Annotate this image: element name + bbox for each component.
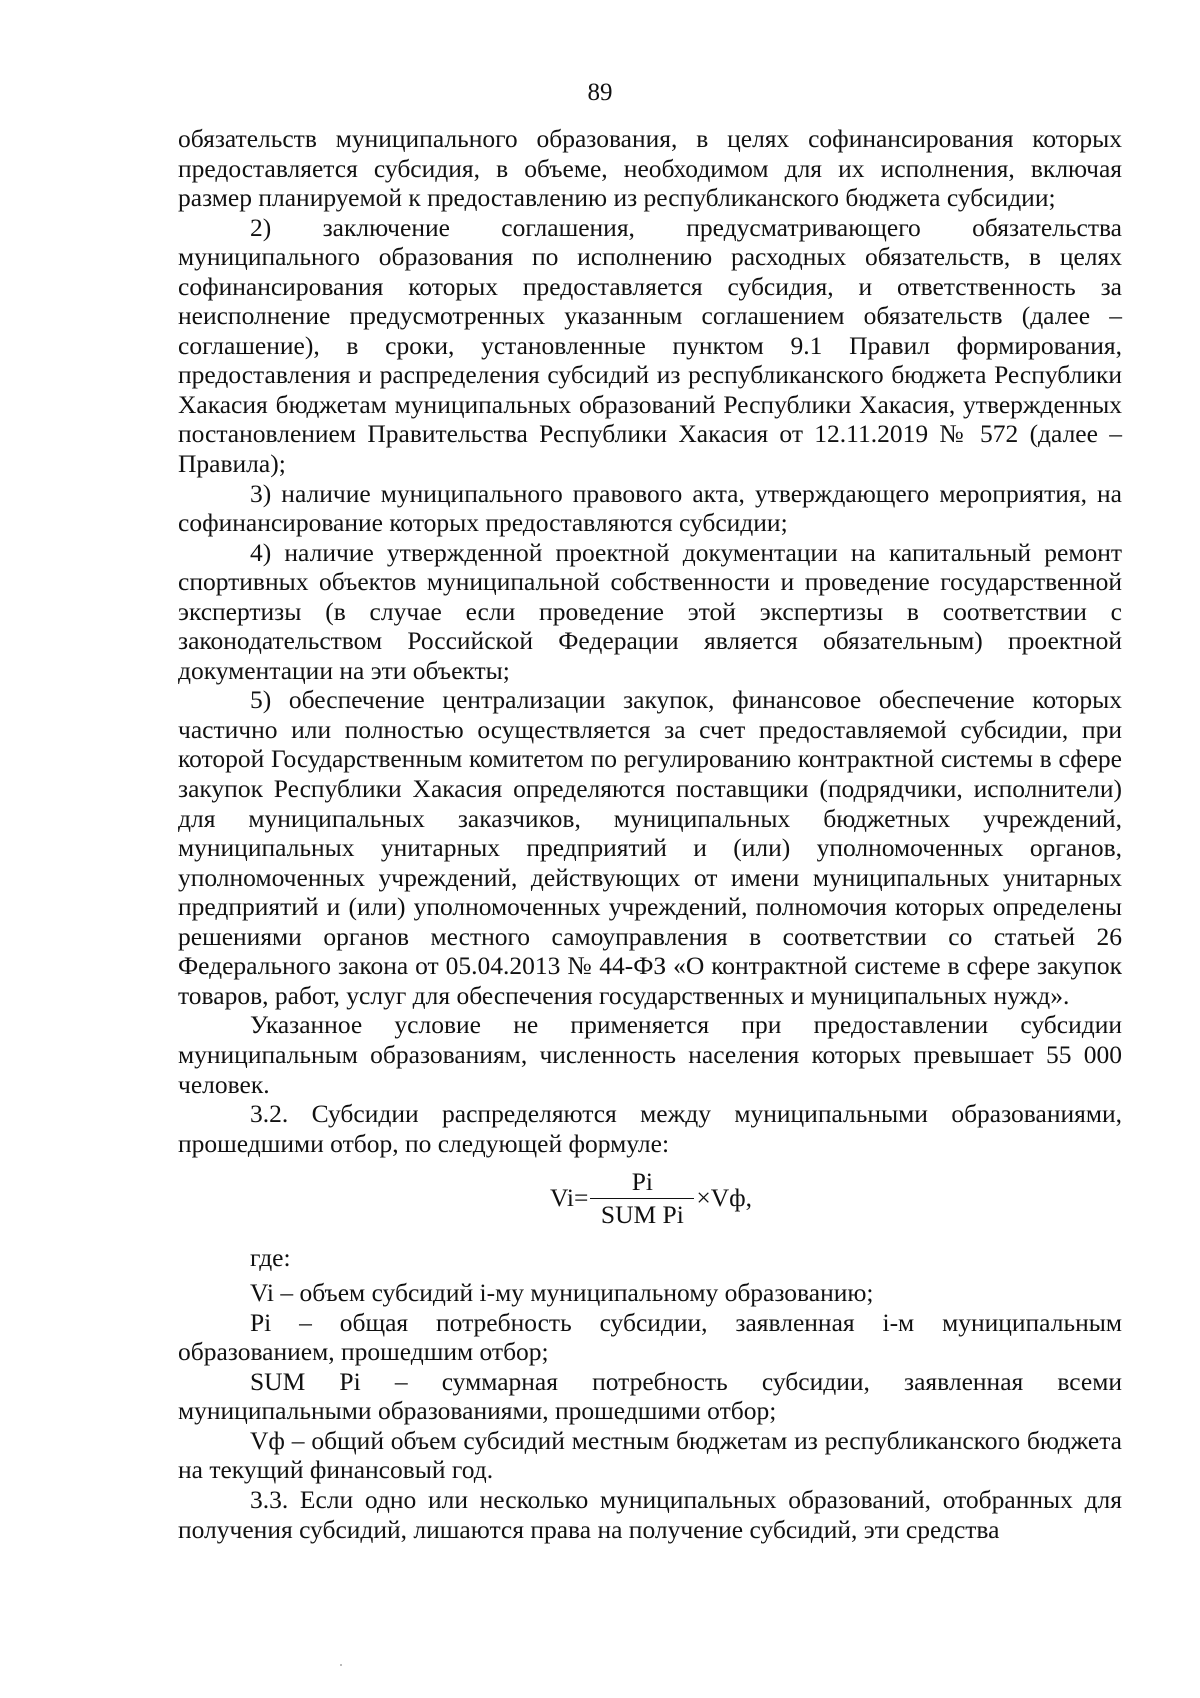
definition-pi: Pi – общая потребность субсидии, заявленная i-м муниципальным образованием, прошедшим отбор; [178,1307,1122,1367]
paragraph-item-5: 5) обеспечение централизации закупок, финансовое обеспечение которых частично или полностью осуществляется за счет предоставляемой субсидии, при которой Государственным комитетом по регулированию контрактной системы в сфере закупок Республики Хакасия определяются поставщики (подрядчики, исполнители) для муниципальных заказчиков, муниципальных бюджетных учреждений, муниципальных унитарных предприятий и (или) уполномоченных органов, уполномоченных учреждений, действующих от имени муниципальных унитарных предприятий и (или) уполномоченных учреждений, полномочия которых определены решениями органов местного самоуправления в соответствии со статьей 26 Федерального закона от 05.04.2013 № 44-ФЗ «О контрактной системе в сфере закупок товаров, работ, услуг для обеспечения государственных и муниципальных нужд». [178,685,1122,1010]
paragraph-item-2: 2) заключение соглашения, предусматривающего обязательства муниципального образования по исполнению расходных обязательств, в целях софинансирования которых предоставляется субсидия, и ответственность за неисполнение предусмотренных указанным соглашением обязательств (далее – соглашение), в сроки, установленные пунктом 9.1 Правил формирования, предоставления и распределения субсидий из республиканского бюджета Республики Хакасия бюджетам муниципальных образований Республики Хакасия, утвержденных постановлением Правительства Республики Хакасия от 12.11.2019 № 572 (далее – Правила); [178,212,1122,479]
paragraph-continuation: обязательств муниципального образования, в целях софинансирования которых предоставляется субсидия, в объеме, необходимом для их исполнения, включая размер планируемой к предоставлению из республиканского бюджета субсидии; [178,124,1122,213]
paragraph-3-2: 3.2. Субсидии распределяются между муниципальными образованиями, прошедшими отбор, по следующей формуле: [178,1099,1122,1158]
formula-rhs: ×Vф, [696,1183,753,1213]
page-number: 89 [587,79,613,106]
definition-sum-pi: SUM Pi – суммарная потребность субсидии, заявленная всеми муниципальными образованиями, прошедшими отбор; [178,1366,1122,1426]
paragraph-item-4: 4) наличие утвержденной проектной документации на капитальный ремонт спортивных объектов муниципальной собственности и проведение государственной экспертизы (в случае если проведение этой экспертизы в соответствии с законодательством Российской Федерации является обязательным) проектной документации на эти объекты; [178,537,1122,685]
formula-denominator: SUM Pi [600,1199,684,1229]
formula-numerator: Pi [590,1168,694,1199]
paragraph-3-3: 3.3. Если одно или несколько муниципальных образований, отобранных для получения субсидий, лишаются права на получение субсидий, эти средства [178,1484,1122,1544]
paragraph-item-3: 3) наличие муниципального правового акта, утверждающего мероприятия, на софинансирование которых предоставляются субсидии; [178,478,1122,538]
scan-speck [340,1664,342,1666]
document-body [178,124,1122,1544]
formula-lhs: Vi= [550,1183,589,1213]
where-label: где: [250,1243,291,1273]
definition-vf: Vф – общий объем субсидий местным бюджетам из республиканского бюджета на текущий финансовый год. [178,1425,1122,1485]
formula-expression [550,1158,752,1238]
distribution-formula [178,1158,1122,1238]
paragraph-condition-note: Указанное условие не применяется при предоставлении субсидии муниципальным образованиям, численность населения которых превышает 55 000 человек. [178,1010,1122,1099]
formula-fraction [590,1168,694,1229]
definition-vi: Vi – объем субсидий i-му муниципальному образованию; [250,1278,874,1308]
